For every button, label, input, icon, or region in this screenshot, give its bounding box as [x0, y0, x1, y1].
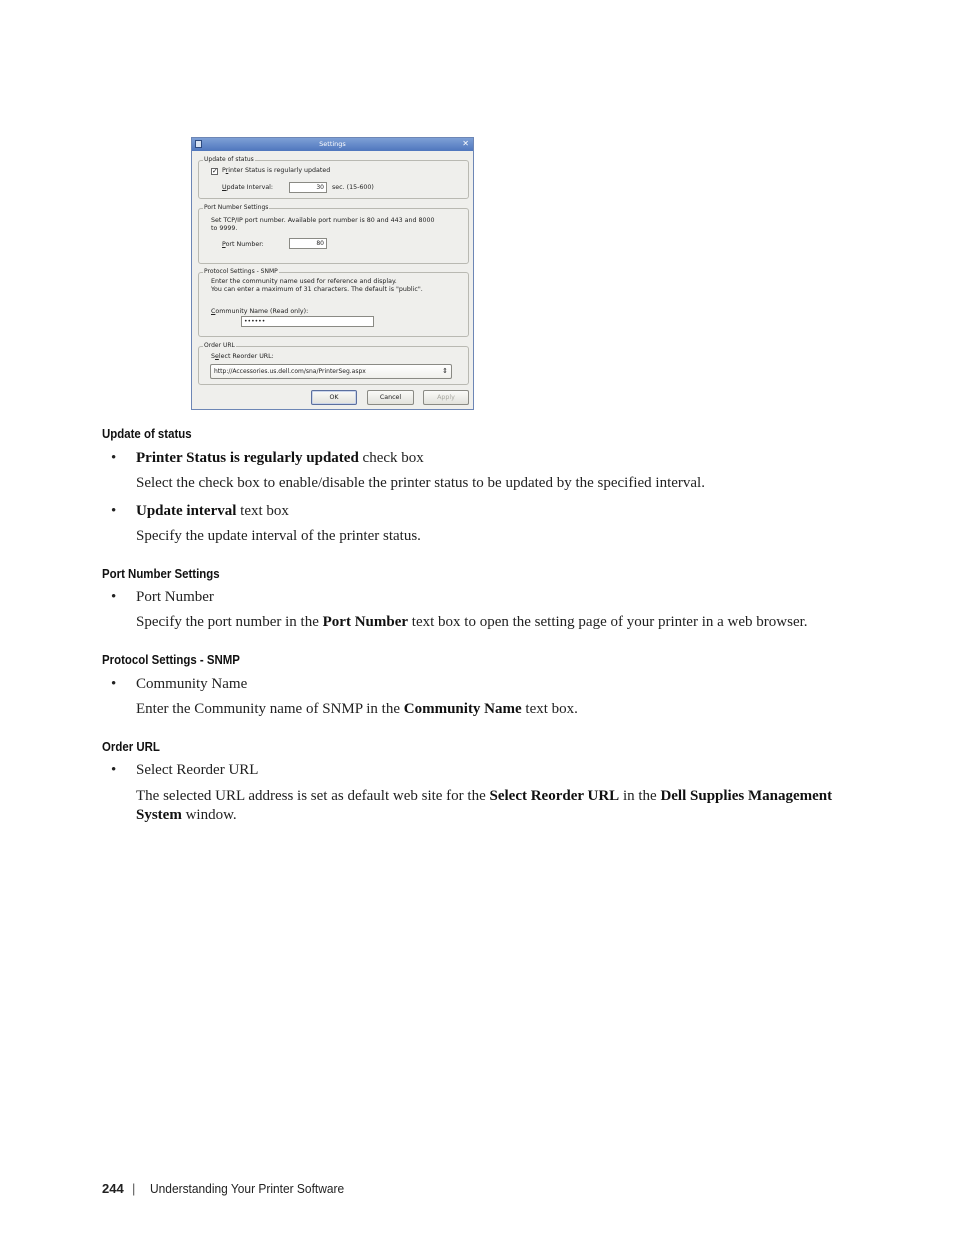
- item-printer-status-description: Select the check box to enable/disable the printer status to be updated by the specified interval.: [136, 475, 705, 491]
- section-heading-port-number-settings: Port Number Settings: [102, 566, 220, 581]
- item-port-number-description: Specify the port number in the Port Number text box to open the setting page of your printer in a web browser.: [136, 614, 808, 630]
- port-number-label: Port Number:: [222, 241, 264, 248]
- group-legend: Port Number Settings: [204, 204, 269, 211]
- item-community-name: Community Name: [136, 676, 248, 692]
- update-of-status-group: [198, 156, 469, 199]
- order-url-group: [198, 342, 469, 385]
- item-printer-status-checkbox: Printer Status is regularly updated check box: [136, 450, 424, 466]
- snmp-description-line1: Enter the community name used for reference and display.: [211, 278, 397, 285]
- reorder-url-select[interactable]: [210, 364, 452, 379]
- close-icon[interactable]: ✕: [462, 139, 469, 148]
- update-interval-suffix: sec. (15-600): [332, 184, 374, 191]
- section-heading-order-url: Order URL: [102, 739, 160, 754]
- item-select-reorder-url: Select Reorder URL: [136, 762, 259, 778]
- item-update-interval: Update interval text box: [136, 503, 289, 519]
- port-description-line1: Set TCP/IP port number. Available port number is 80 and 443 and 8000: [211, 217, 435, 224]
- item-port-number: Port Number: [136, 589, 214, 605]
- snmp-description-line2: You can enter a maximum of 31 characters. The default is "public".: [211, 286, 423, 293]
- bullet-glyph: •: [111, 450, 117, 466]
- community-name-input: ••••••: [241, 316, 374, 327]
- item-update-interval-description: Specify the update interval of the printer status.: [136, 528, 421, 544]
- bullet-glyph: •: [111, 503, 117, 519]
- page-number: 244: [102, 1181, 124, 1196]
- select-reorder-url-label: Select Reorder URL:: [211, 353, 274, 360]
- ok-button[interactable]: OK: [311, 390, 357, 405]
- page-footer: [102, 1181, 345, 1196]
- port-description-line2: to 9999.: [211, 225, 238, 232]
- group-legend: Protocol Settings - SNMP: [204, 268, 278, 275]
- update-interval-input[interactable]: 30: [289, 182, 327, 193]
- settings-dialog: [191, 137, 474, 410]
- combo-arrow-icon: ⇕: [442, 367, 448, 375]
- footer-separator: |: [132, 1181, 136, 1196]
- dialog-title: Settings: [319, 140, 346, 148]
- cancel-button[interactable]: Cancel: [367, 390, 414, 405]
- section-heading-update-of-status: Update of status: [102, 426, 192, 441]
- item-community-name-description: Enter the Community name of SNMP in the Community Name text box.: [136, 701, 578, 717]
- printer-status-checkbox-label: Printer Status is regularly updated: [222, 167, 331, 174]
- dialog-title-bar: [192, 138, 473, 151]
- community-name-label: Community Name (Read only):: [211, 308, 309, 315]
- group-legend: Order URL: [204, 342, 235, 349]
- item-select-reorder-url-description: The selected URL address is set as default web site for the Select Reorder URL in the Dell Supplies Management System window.: [136, 788, 833, 823]
- section-heading-protocol-settings-snmp: Protocol Settings - SNMP: [102, 652, 240, 667]
- bullet-glyph: •: [111, 589, 117, 605]
- port-number-input[interactable]: 80: [289, 238, 327, 249]
- chapter-title: Understanding Your Printer Software: [150, 1181, 345, 1196]
- bullet-glyph: •: [111, 676, 117, 692]
- reorder-url-value: http://Accessories.us.dell.com/sna/PrinterSeg.aspx: [214, 368, 366, 375]
- apply-button[interactable]: Apply: [423, 390, 469, 405]
- port-number-settings-group: [198, 204, 469, 264]
- update-interval-label: Update Interval:: [222, 184, 274, 191]
- protocol-settings-snmp-group: [198, 268, 469, 337]
- printer-status-checkbox[interactable]: ✓: [212, 167, 218, 175]
- bullet-glyph: •: [111, 762, 117, 778]
- group-legend: Update of status: [204, 156, 254, 163]
